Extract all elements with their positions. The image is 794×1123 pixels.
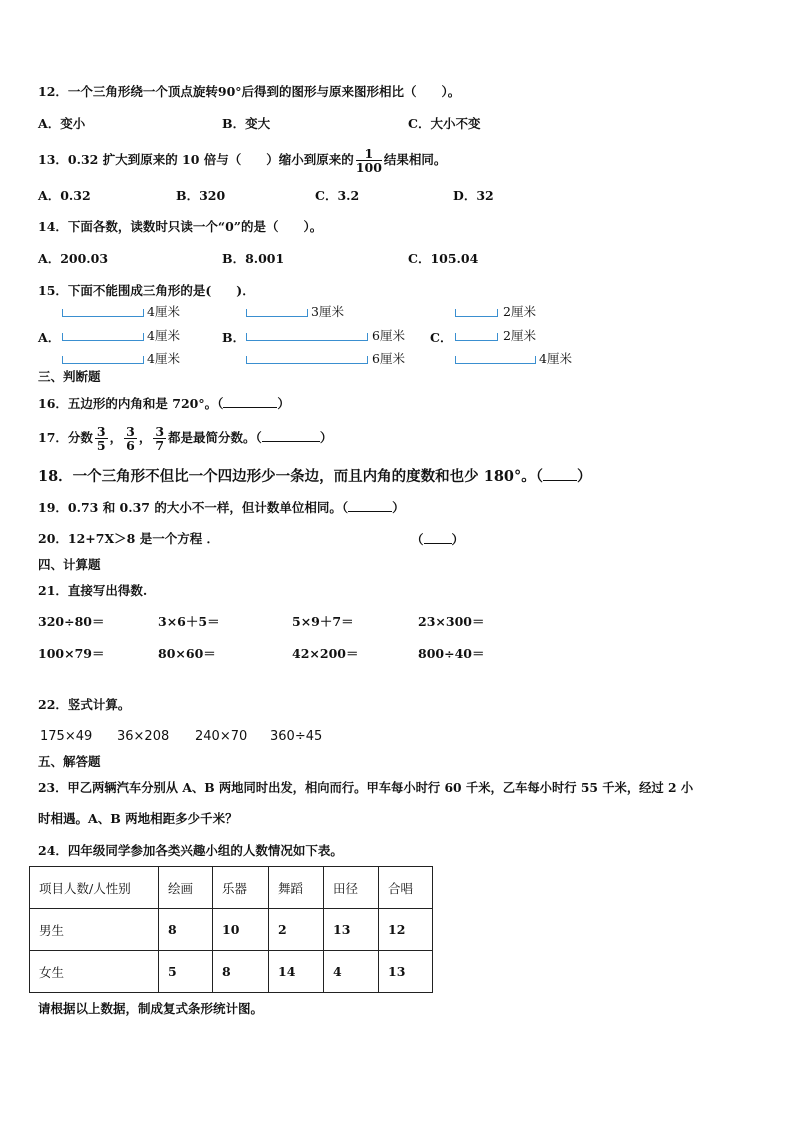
q17-sep-2: ， <box>138 430 152 445</box>
table-header-row <box>30 867 433 909</box>
q13-fraction-denominator: 100 <box>355 160 382 175</box>
q24-note: 请根据以上数据，制成复式条形统计图。 <box>38 1001 264 1016</box>
q20-stem: 20．12+7X＞8 是一个方程 ． <box>38 531 220 546</box>
q15-option-c: C． <box>430 330 453 345</box>
table-cell: 4 <box>324 951 379 993</box>
table-header-cell: 田径 <box>324 867 379 909</box>
q17-fraction-2-num: 3 <box>126 424 135 439</box>
q14-option-c: C．105.04 <box>408 251 479 266</box>
q16 <box>38 395 290 412</box>
q13-fraction-numerator: 1 <box>356 147 382 161</box>
q21-r1-c4: 23×300＝ <box>418 614 485 629</box>
q13-stem <box>38 146 446 174</box>
q19 <box>38 499 405 516</box>
q18 <box>38 468 592 485</box>
q23-line-2: 时相遇。A、B 两地相距多少千米？ <box>38 811 238 826</box>
table-cell: 2 <box>269 909 324 951</box>
section-5-heading: 五、解答题 <box>38 754 101 769</box>
q21-r1-c1: 320÷80＝ <box>38 614 105 629</box>
table-cell: 8 <box>213 951 269 993</box>
segment-a3 <box>62 356 144 364</box>
q15-stem: 15．下面不能围成三角形的是( )． <box>38 283 255 298</box>
q13-stem-after: 结果相同。 <box>383 152 447 167</box>
segment-c3-label: 4厘米 <box>539 351 572 366</box>
q13-option-c: C．3.2 <box>315 188 360 203</box>
q22-item-2: 36×208 <box>117 729 170 744</box>
segment-c1-label: 2厘米 <box>503 304 536 319</box>
q19-end: ） <box>392 500 405 515</box>
q13-option-d: D．32 <box>453 188 494 203</box>
q17-post: 都是最简分数。（ <box>168 430 262 445</box>
segment-b3 <box>246 356 368 364</box>
segment-c2-label: 2厘米 <box>503 328 536 343</box>
segment-c3 <box>455 356 536 364</box>
q14-option-a: A．200.03 <box>38 251 109 266</box>
segment-a2 <box>62 333 144 341</box>
q14-option-b: B．8.001 <box>222 251 285 266</box>
q13-stem-before: 13．0.32 扩大到原来的 10 倍与（ ）缩小到原来的 <box>38 152 354 167</box>
interest-group-table <box>29 866 433 993</box>
segment-b1-label: 3厘米 <box>311 304 344 319</box>
q21-stem: 21．直接写出得数. <box>38 583 148 598</box>
q14-stem: 14．下面各数，读数时只读一个“0”的是（ ）。 <box>38 219 323 234</box>
q17-fraction-2 <box>124 425 137 452</box>
q17-pre: 17．分数 <box>38 430 93 445</box>
q17-fraction-3-den: 7 <box>155 438 165 453</box>
table-cell: 12 <box>379 909 433 951</box>
table-header-cell: 乐器 <box>213 867 269 909</box>
q15-option-b: B． <box>222 330 246 345</box>
q22-item-3: 240×70 <box>195 729 248 744</box>
q20-answer-blank[interactable] <box>424 531 452 544</box>
table-cell: 10 <box>213 909 269 951</box>
q21-r2-c3: 42×200＝ <box>292 646 359 661</box>
table-header-cell: 项目人数/人性别 <box>30 867 159 909</box>
segment-b2-label: 6厘米 <box>372 328 405 343</box>
q12-option-c: C．大小不变 <box>408 116 481 131</box>
table-cell: 女生 <box>30 951 159 993</box>
q17-fraction-1-num: 3 <box>96 424 106 439</box>
q21-r2-c4: 800÷40＝ <box>418 646 485 661</box>
q13-fraction <box>356 147 382 174</box>
q12-option-b: B．变大 <box>222 116 271 131</box>
table-cell: 14 <box>269 951 324 993</box>
q18-stem: 18．一个三角形不但比一个四边形少一条边，而且内角的度数和也少 180°。（ <box>38 468 543 485</box>
segment-c1 <box>455 309 498 317</box>
q22-stem: 22．竖式计算。 <box>38 697 131 712</box>
table-header-cell: 合唱 <box>379 867 433 909</box>
q13-option-a: A．0.32 <box>38 188 91 203</box>
q17-fraction-1-den: 5 <box>96 438 106 453</box>
q17-sep-1: ， <box>109 430 123 445</box>
q18-end: ） <box>577 468 592 485</box>
table-row <box>30 909 433 951</box>
section-3-heading: 三、判断题 <box>38 369 101 384</box>
q17 <box>38 423 332 453</box>
q22-item-4: 360÷45 <box>270 729 323 744</box>
q12-stem: 12．一个三角形绕一个顶点旋转90°后得到的图形与原来图形相比（ ）。 <box>38 84 461 99</box>
q12-option-a: A．变小 <box>38 116 86 131</box>
segment-b3-label: 6厘米 <box>372 351 405 366</box>
q19-answer-blank[interactable] <box>348 499 392 512</box>
q15-option-a: A． <box>38 330 61 345</box>
segment-c2 <box>455 333 498 341</box>
q20-paren-close: ） <box>451 532 465 547</box>
segment-a1-label: 4厘米 <box>147 304 180 319</box>
q20-paren <box>411 531 464 548</box>
q16-answer-blank[interactable] <box>223 395 277 408</box>
table-header-cell: 舞蹈 <box>269 867 324 909</box>
segment-b1 <box>246 309 308 317</box>
q21-r2-c2: 80×60＝ <box>158 646 216 661</box>
q21-r2-c1: 100×79＝ <box>38 646 105 661</box>
section-4-heading: 四、计算题 <box>38 557 101 572</box>
table-header-cell: 绘画 <box>159 867 213 909</box>
table-cell: 13 <box>379 951 433 993</box>
q16-end: ） <box>277 396 290 411</box>
table-cell: 13 <box>324 909 379 951</box>
q24-stem: 24．四年级同学参加各类兴趣小组的人数情况如下表。 <box>38 843 343 858</box>
segment-b2 <box>246 333 368 341</box>
q17-fraction-3-num: 3 <box>155 424 165 439</box>
segment-a2-label: 4厘米 <box>147 328 180 343</box>
q17-fraction-1 <box>95 425 108 452</box>
q17-fraction-3 <box>153 425 166 452</box>
q21-r1-c3: 5×9＋7＝ <box>292 614 354 629</box>
q16-stem: 16．五边形的内角和是 720°。（ <box>38 396 224 411</box>
q22-item-1: 175×49 <box>40 729 93 744</box>
q23-line-1: 23．甲乙两辆汽车分别从 A、B 两地同时出发，相向而行。甲车每小时行 60 千米，乙车每小时行 55 千米，经过 2 小 <box>38 780 694 795</box>
q17-fraction-2-den: 6 <box>126 438 135 453</box>
q17-end: ） <box>319 430 333 445</box>
q20-paren-open: （ <box>411 532 424 547</box>
q19-stem: 19．0.73 和 0.37 的大小不一样，但计数单位相同。（ <box>38 500 349 515</box>
segment-a1 <box>62 309 144 317</box>
table-cell: 8 <box>159 909 213 951</box>
table-cell: 5 <box>159 951 213 993</box>
q17-answer-blank[interactable] <box>262 429 320 442</box>
table-cell: 男生 <box>30 909 159 951</box>
q13-option-b: B．320 <box>176 188 226 203</box>
q18-answer-blank[interactable] <box>543 468 577 481</box>
table-row <box>30 951 433 993</box>
segment-a3-label: 4厘米 <box>147 351 180 366</box>
q21-r1-c2: 3×6＋5＝ <box>158 614 220 629</box>
